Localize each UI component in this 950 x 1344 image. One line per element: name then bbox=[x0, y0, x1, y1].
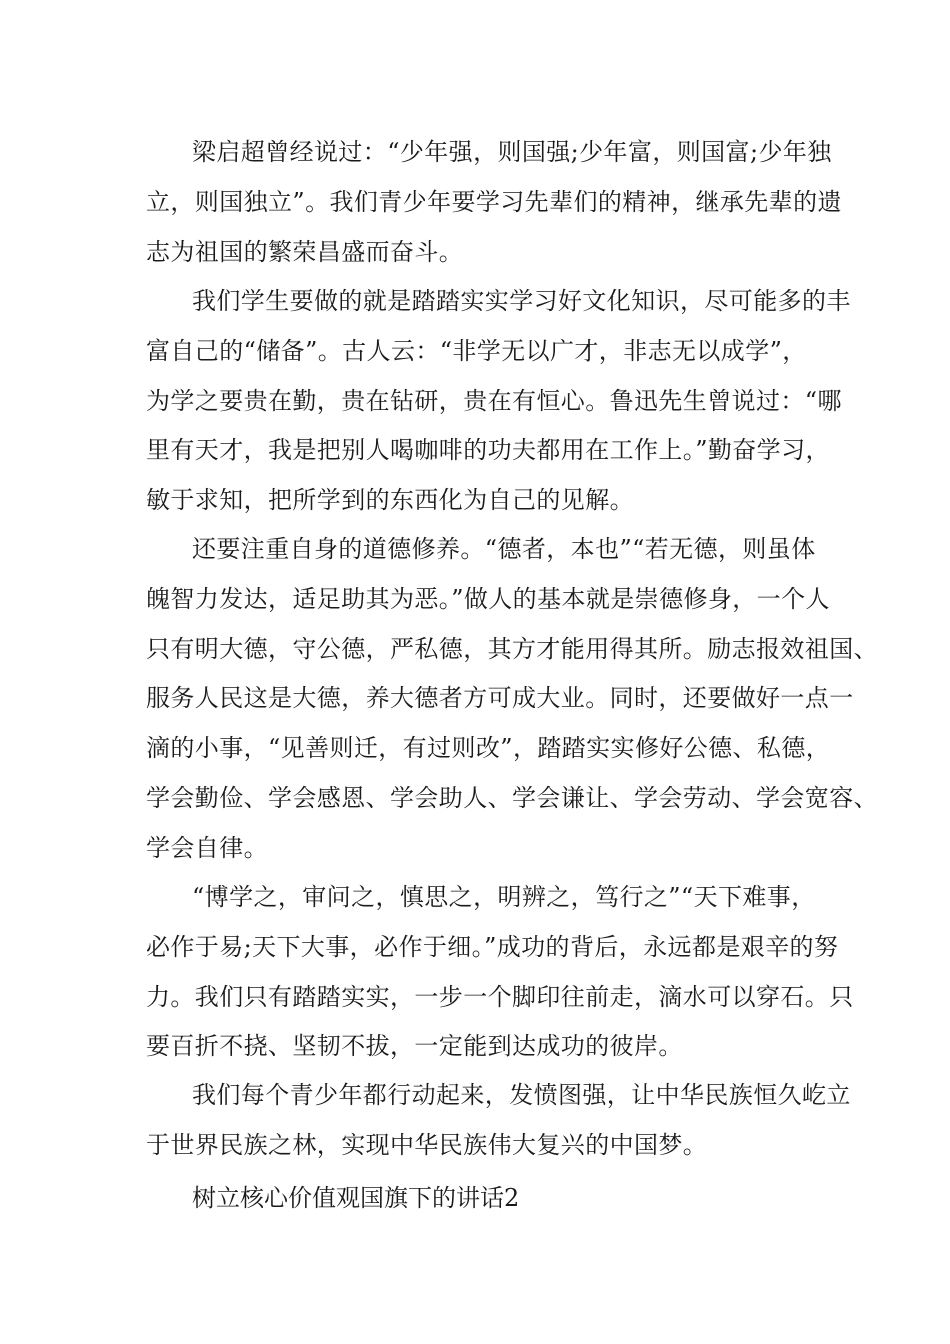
paragraph-4 bbox=[146, 873, 854, 1072]
paragraph-line: 梁启超曾经说过：“少年强，则国强;少年富，则国富;少年独 bbox=[192, 138, 832, 166]
paragraph-2 bbox=[146, 277, 851, 526]
paragraph-line: 我们学生要做的就是踏踏实实学习好文化知识，尽可能多的丰 bbox=[192, 287, 851, 315]
paragraph-3 bbox=[146, 525, 878, 874]
paragraph-line: 为学之要贵在勤，贵在钻研，贵在有恒心。鲁迅先生曾说过：“哪 bbox=[146, 386, 842, 415]
paragraph-line: 学会自律。 bbox=[146, 833, 268, 862]
paragraph-1 bbox=[146, 128, 842, 277]
paragraph-line: 还要注重自身的道德修养。“德者，本也”“若无德，则虽体 bbox=[192, 535, 816, 563]
paragraph-line: 里有天才，我是把别人喝咖啡的功夫都用在工作上。”勤奋学习， bbox=[146, 436, 830, 465]
paragraph-line: 我们每个青少年都行动起来，发愤图强，让中华民族恒久屹立 bbox=[192, 1081, 851, 1109]
paragraph-line: 敏于求知，把所学到的东西化为自己的见解。 bbox=[146, 486, 634, 515]
paragraph-line: 必作于易;天下大事，必作于细。”成功的背后，永远都是艰辛的努 bbox=[146, 932, 839, 961]
paragraph-line: “博学之，审问之，慎思之，明辨之，笃行之”“天下难事， bbox=[192, 883, 816, 911]
paragraph-line: 服务人民这是大德，养大德者方可成大业。同时，还要做好一点一 bbox=[146, 684, 854, 713]
paragraph-line: 只有明大德，守公德，严私德，其方才能用得其所。励志报效祖国、 bbox=[146, 634, 878, 663]
paragraph-line: 富自己的“储备”。古人云：“非学无以广才，非志无以成学”， bbox=[146, 336, 807, 365]
paragraph-line: 立，则国独立”。我们青少年要学习先辈们的精神，继承先辈的遗 bbox=[146, 187, 842, 216]
paragraph-line: 志为祖国的繁荣昌盛而奋斗。 bbox=[146, 237, 464, 266]
paragraph-5 bbox=[146, 1071, 851, 1171]
paragraph-line: 学会勤俭、学会感恩、学会助人、学会谦让、学会劳动、学会宽容、 bbox=[146, 783, 878, 812]
paragraph-line: 于世界民族之林，实现中华民族伟大复兴的中国梦。 bbox=[146, 1130, 708, 1159]
next-section-heading: 树立核心价值观国旗下的讲话2 bbox=[192, 1184, 520, 1212]
paragraph-line: 滴的小事，“见善则迁，有过则改”，踏踏实实修好公德、私德， bbox=[146, 734, 831, 763]
paragraph-line: 力。我们只有踏踏实实，一步一个脚印往前走，滴水可以穿石。只 bbox=[146, 982, 854, 1011]
paragraph-line: 魄智力发达，适足助其为恶。”做人的基本就是崇德修身，一个人 bbox=[146, 584, 830, 613]
paragraph-line: 要百折不挠、坚韧不拔，一定能到达成功的彼岸。 bbox=[146, 1032, 683, 1061]
